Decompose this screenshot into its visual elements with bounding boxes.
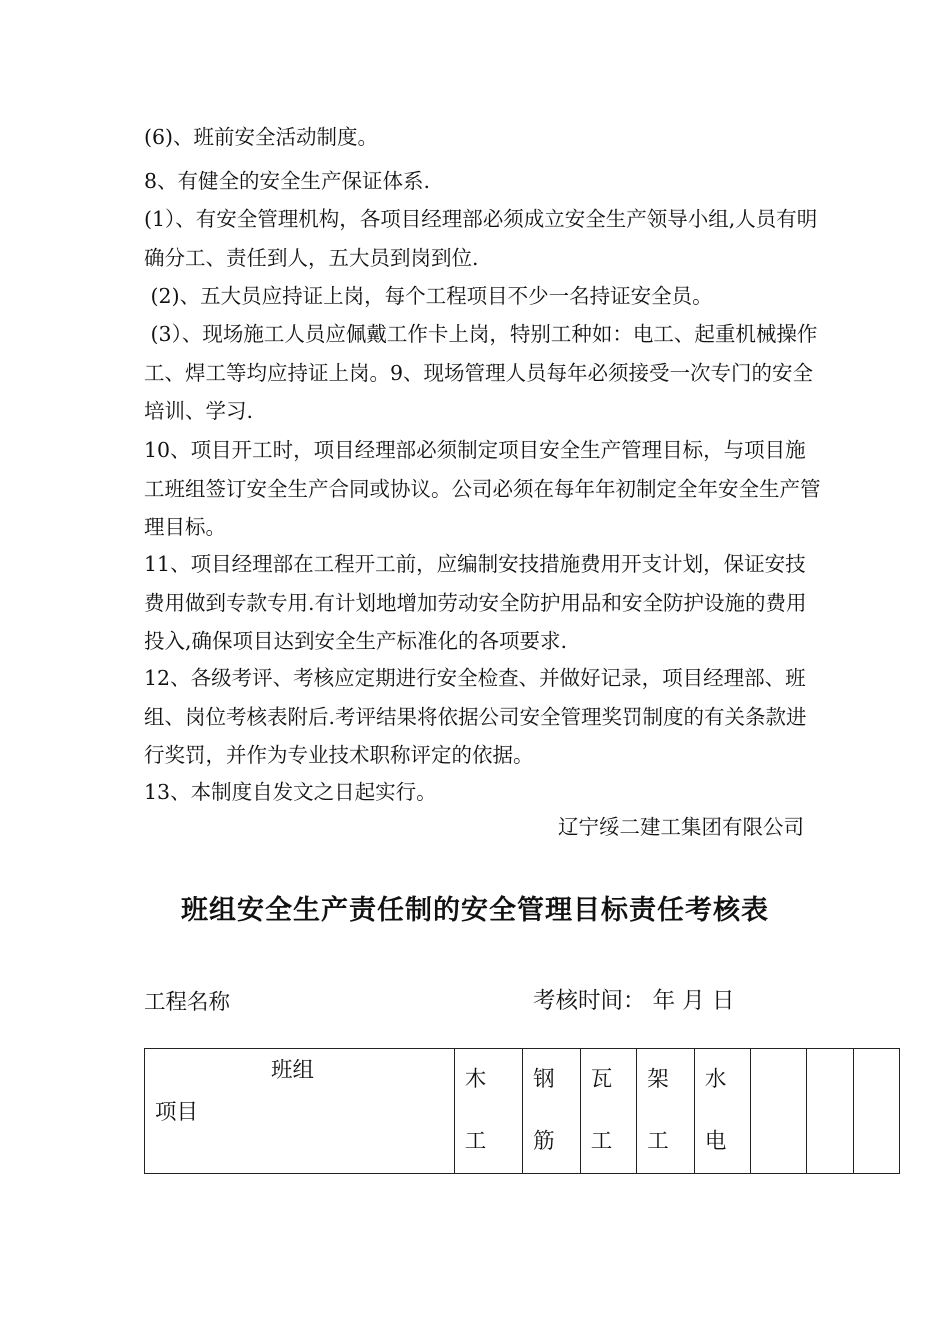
column-header-char: 木 — [464, 1067, 487, 1092]
column-header-char: 工 — [464, 1129, 487, 1154]
column-header-char: 工 — [647, 1129, 669, 1154]
paragraph-8-3: (3）、现场施工人员应佩戴工作卡上岗，特别工种如：电工、起重机械操作工、焊工等均应持证上岗。9、现场管理人员每年必须接受一次专门的安全培训、学习. — [144, 322, 818, 423]
paragraph-8: 8、有健全的安全生产保证体系. — [144, 169, 431, 193]
paragraph-6: (6)、班前安全活动制度。 — [144, 125, 379, 149]
assessment-time-label: 考核时间： 年 月 日 — [533, 988, 735, 1014]
project-name-label: 工程名称 — [144, 990, 231, 1015]
company-signature: 辽宁绥二建工集团有限公司 — [558, 815, 804, 839]
column-header-char: 筋 — [533, 1129, 555, 1154]
paragraph-10: 10、项目开工时，项目经理部必须制定项目安全生产管理目标，与项目施工班组签订安全生产合同或协议。公司必须在每年年初制定全年安全生产管理目标。 — [144, 438, 821, 539]
paragraph-12: 12、各级考评、考核应定期进行安全检查、并做好记录，项目经理部、班组、岗位考核表附后.考评结果将依据公司安全管理奖罚制度的有关条款进行奖罚，并作为专业技术职称评定的依据。 — [144, 666, 807, 767]
corner-team-label: 班组 — [271, 1058, 315, 1083]
column-header — [454, 1049, 522, 1174]
assessment-table — [144, 1048, 900, 1174]
column-header-char: 工 — [590, 1129, 613, 1154]
table-header-row — [145, 1049, 900, 1174]
document-title: 班组安全生产责任制的安全管理目标责任考核表 — [181, 895, 769, 926]
paragraph-8-2: (2)、五大员应持证上岗，每个工程项目不少一名持证安全员。 — [144, 284, 713, 308]
column-header-char: 水 — [704, 1067, 727, 1092]
column-header-char: 瓦 — [590, 1067, 613, 1092]
paragraph-8-1: (1）、有安全管理机构，各项目经理部必须成立安全生产领导小组,人员有明确分工、责任到人，五大员到岗到位. — [144, 207, 818, 270]
paragraph-11: 11、项目经理部在工程开工前，应编制安技措施费用开支计划，保证安技费用做到专款专用.有计划地增加劳动安全防护用品和安全防护设施的费用投入,确保项目达到安全生产标准化的各项要求. — [144, 552, 807, 653]
column-header — [694, 1049, 751, 1174]
column-header-char: 电 — [704, 1129, 727, 1154]
empty-column-header — [807, 1049, 853, 1174]
column-header — [523, 1049, 581, 1174]
corner-cell — [145, 1049, 455, 1174]
empty-column-header — [751, 1049, 807, 1174]
corner-item-label: 项目 — [155, 1100, 199, 1125]
column-header-char: 架 — [647, 1067, 669, 1092]
column-header — [637, 1049, 695, 1174]
empty-column-header — [853, 1049, 899, 1174]
column-header-char: 钢 — [533, 1067, 555, 1092]
paragraph-13: 13、本制度自发文之日起实行。 — [144, 780, 437, 804]
column-header — [580, 1049, 637, 1174]
